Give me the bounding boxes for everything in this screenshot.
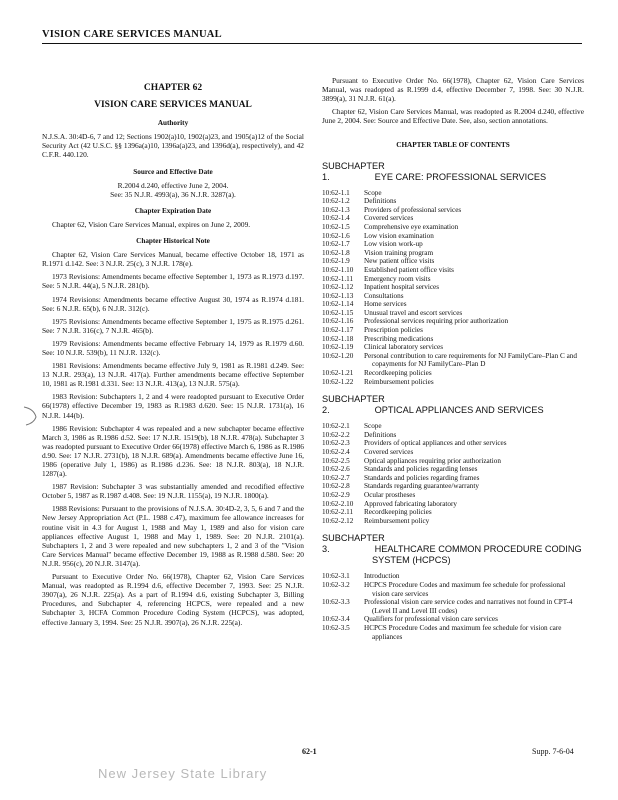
section-title: Approved fabricating laboratory — [364, 499, 458, 508]
supplement-date: Supp. 7-6-04 — [532, 747, 574, 756]
library-watermark: New Jersey State Library — [98, 766, 268, 781]
toc-entry — [322, 249, 584, 258]
source-heading: Source and Effective Date — [133, 167, 213, 176]
section-number: 10:62-1.6 — [322, 231, 350, 240]
toc-entry — [322, 343, 584, 352]
toc-entry — [322, 206, 584, 215]
toc-entry — [322, 232, 584, 241]
toc-title: CHAPTER TABLE OF CONTENTS — [396, 141, 510, 150]
section-title: Scope — [364, 188, 382, 197]
toc-entry — [322, 465, 584, 474]
page-number: 62-1 — [302, 747, 317, 756]
section-number: 10:62-1.14 — [322, 300, 354, 309]
section-number: 10:62-2.11 — [322, 508, 354, 517]
toc-entry — [322, 214, 584, 223]
section-number: 10:62-3.2 — [322, 580, 350, 589]
history-paragraph: 1979 Revisions: Amendments became effective February 14, 1979 as R.1979 d.60. See: 10 N.J.R. 539(b), 11 N.J.R. 132(c). — [42, 338, 304, 357]
toc-entry — [322, 378, 584, 387]
toc-entry — [322, 335, 584, 344]
section-title: Providers of professional services — [364, 205, 462, 214]
section-title: Low vision work-up — [364, 240, 423, 249]
subchapter-label: SUBCHAPTER 1. — [322, 160, 385, 182]
section-number: 10:62-1.3 — [322, 205, 350, 214]
section-title: Established patient office visits — [364, 265, 454, 274]
history-paragraph: 1986 Revision: Subchapter 4 was repealed and a new subchapter became effective March 3, 1986 as R.1986 d.52. See: 17 N.J.R. 1519(b), 18 N.J.R. 478(a). Subchapter 3 was readopted pursuant to Executive Order 66(1978) effective March 6, 1986 as R.1986 d.90. See: 17 N.J.R. 2731(b), 18 N.J.R. 689(a). Amendments became effective June 16, 1986 (operative July 1, 1986) as R.1986 d.236. See: 18 N.J.R. 803(a), 18 N.J.R. 1287(a). — [42, 423, 304, 479]
chapter-number: CHAPTER 62 — [143, 83, 203, 93]
toc-entry — [322, 482, 584, 491]
section-title: Prescription policies — [364, 326, 423, 335]
section-number: 10:62-3.3 — [322, 598, 350, 607]
expiration-text: Chapter 62, Vision Care Services Manual, expires on June 2, 2009. — [52, 219, 251, 229]
source-text-1: R.2004 d.240, effective June 2, 2004. — [117, 180, 229, 190]
section-title: Emergency room visits — [364, 274, 431, 283]
section-number: 10:62-1.21 — [322, 369, 354, 378]
subchapter-title: EYE CARE: PROFESSIONAL SERVICES — [374, 171, 547, 182]
toc-list — [322, 189, 584, 387]
toc-entry — [322, 309, 584, 318]
running-header: VISION CARE SERVICES MANUAL — [42, 29, 582, 44]
section-title: Qualifiers for professional vision care services — [364, 615, 498, 624]
toc-entry — [322, 300, 584, 309]
toc-entry — [322, 223, 584, 232]
toc-entry — [322, 369, 584, 378]
section-number: 10:62-2.8 — [322, 482, 350, 491]
section-title: Covered services — [364, 448, 414, 456]
toc-entry — [322, 266, 584, 275]
history-paragraph: 1981 Revisions: Amendments became effective July 9, 1981 as R.1981 d.249. See: 13 N.J.R. 293(a), 13 N.J.R. 417(a). Further amendments became effective September 10, 1981 as R.1981 d.331. See: 13 N.J.R. 413(a), 13 N.J.R. 575(a). — [42, 361, 304, 389]
section-title: Unusual travel and escort services — [364, 308, 463, 317]
section-number: 10:62-2.12 — [322, 516, 354, 525]
history-paragraph: 1988 Revisions: Pursuant to the provisions of N.J.S.A. 30:4D-2, 3, 5, 6 and 7 and the New Jersey Appropriation Act (P.L. 1988 c.47), maximum fee allowance increases for routine visit in 4.3 for August 1, 1988 and May 1, 1989 and also for vision care appliances effective August 1, 1988 and May 1, 1989. See: 20 N.J.R. 2101(a). Subchapters 1, 2 and 3 were repealed and new subchapters 1, 2 and 3 of the "Vision Care Services Manual" became effective December 19, 1988 as R.1988 d.580. See: 20 N.J.R. 956(c), 20 N.J.R. 3147(a). — [42, 504, 304, 568]
subchapter-block — [322, 394, 584, 525]
section-title: Ocular prostheses — [364, 490, 416, 499]
toc-entry — [322, 257, 584, 266]
section-number: 10:62-1.12 — [322, 283, 354, 292]
toc-entry — [322, 439, 584, 448]
section-title: Professional services requiring prior authorization — [364, 317, 509, 326]
section-title: Definitions — [364, 197, 397, 206]
section-title: Covered services — [364, 214, 414, 223]
history-paragraph: Pursuant to Executive Order No. 66(1978), Chapter 62, Vision Care Services Manual, was readopted as R.1994 d.6, effective December 7, 1993. See: 25 N.J.R. 3907(a), 26 N.J.R. 225(a). As a part of R.1994 d.6, existing Subchapter 3, Billing Procedures, and Subchapter 4, referencing HCPCS, were repealed and a new Subchapter 3, HCFA Common Procedure Coding System (HCPCS), was adopted, effective January 3, 1994. See: 25 N.J.R. 3907(a), 26 N.J.R. 225(a). — [42, 572, 304, 627]
margin-bracket-icon — [22, 405, 38, 427]
toc-entry — [322, 615, 584, 624]
toc-entry — [322, 517, 584, 526]
section-title: Vision training program — [364, 248, 434, 257]
section-title: HCPCS Procedure Codes and maximum fee schedule for vision care appliances — [364, 623, 562, 641]
section-number: 10:62-2.4 — [322, 448, 350, 456]
section-number: 10:62-1.11 — [322, 274, 354, 283]
section-number: 10:62-1.10 — [322, 265, 354, 274]
section-title: Standards and policies regarding lenses — [364, 465, 478, 474]
source-text-2: See: 35 N.J.R. 4993(a), 36 N.J.R. 3287(a). — [110, 189, 236, 199]
toc-entry — [322, 508, 584, 517]
subchapter-title: HEALTHCARE COMMON PROCEDURE CODING SYSTEM (HCPCS) — [372, 544, 582, 566]
toc-list — [322, 572, 584, 641]
toc-list — [322, 422, 584, 525]
section-number: 10:62-3.5 — [322, 623, 350, 632]
toc-entry — [322, 317, 584, 326]
table-of-contents — [322, 161, 584, 642]
section-number: 10:62-2.2 — [322, 430, 350, 439]
section-number: 10:62-2.1 — [322, 422, 350, 431]
section-number: 10:62-1.5 — [322, 222, 350, 231]
subchapter-title: OPTICAL APPLIANCES AND SERVICES — [374, 405, 544, 416]
history-paragraph: 1987 Revision: Subchapter 3 was substantially amended and recodified effective October 5, 1987 as R.1987 d.408. See: 19 N.J.R. 1155(a), 19 N.J.R. 1800(a). — [42, 482, 304, 501]
toc-entry — [322, 326, 584, 335]
history-paragraph: 1975 Revisions: Amendments became effective September 1, 1975 as R.1975 d.261. See: 7 N.J.R. 316(c), 7 N.J.R. 465(b). — [42, 316, 304, 335]
toc-entry — [322, 431, 584, 440]
toc-entry — [322, 448, 584, 457]
subchapter-label: SUBCHAPTER 3. — [322, 533, 385, 555]
toc-entry — [322, 422, 584, 431]
section-title: Inpatient hospital services — [364, 283, 440, 292]
section-number: 10:62-1.7 — [322, 240, 350, 249]
toc-entry — [322, 197, 584, 206]
section-title: Professional vision care service codes and narratives not found in CPT-4 (Level II and Level III codes) — [364, 598, 573, 615]
section-number: 10:62-1.20 — [322, 351, 354, 360]
section-title: HCPCS Procedure Codes and maximum fee schedule for professional vision care services — [364, 580, 566, 598]
history-heading: Chapter Historical Note — [136, 237, 210, 246]
toc-entry — [322, 275, 584, 284]
subchapter-block — [322, 533, 584, 641]
section-number: 10:62-1.17 — [322, 326, 354, 335]
section-number: 10:62-2.10 — [322, 499, 354, 508]
section-title: New patient office visits — [364, 257, 435, 266]
section-title: Consultations — [364, 291, 404, 300]
expiration-heading: Chapter Expiration Date — [134, 206, 212, 215]
toc-entry — [322, 491, 584, 500]
left-column — [42, 76, 304, 631]
right-column — [322, 76, 584, 641]
section-number: 10:62-1.9 — [322, 257, 350, 266]
section-number: 10:62-1.18 — [322, 334, 354, 343]
toc-entry — [322, 500, 584, 509]
toc-entry — [322, 189, 584, 198]
section-title: Reimbursement policies — [364, 377, 434, 386]
history-paragraph: 1974 Revisions: Amendments became effective August 30, 1974 as R.1974 d.181. See: 6 N.J.R. 65(b), 6 N.J.R. 312(c). — [42, 294, 304, 313]
subchapter-heading — [322, 394, 584, 416]
section-number: 10:62-1.22 — [322, 377, 354, 386]
toc-entry — [322, 352, 584, 369]
subchapter-label: SUBCHAPTER 2. — [322, 394, 385, 416]
section-title: Introduction — [364, 572, 400, 581]
authority-heading: Authority — [157, 119, 189, 128]
section-number: 10:62-3.4 — [322, 615, 350, 624]
toc-entry — [322, 457, 584, 466]
toc-entry — [322, 292, 584, 301]
subchapter-block — [322, 161, 584, 387]
section-title: Prescribing medications — [364, 334, 434, 343]
toc-entry — [322, 624, 584, 641]
section-number: 10:62-2.7 — [322, 473, 350, 482]
section-number: 10:62-1.4 — [322, 214, 350, 223]
toc-entry — [322, 598, 584, 615]
subchapter-heading — [322, 161, 584, 183]
subchapter-heading — [322, 533, 584, 566]
section-title: Home services — [364, 300, 407, 309]
section-number: 10:62-1.1 — [322, 188, 350, 197]
section-number: 10:62-1.19 — [322, 343, 354, 352]
section-number: 10:62-1.8 — [322, 248, 350, 257]
section-number: 10:62-1.2 — [322, 197, 350, 206]
section-title: Optical appliances requiring prior authorization — [364, 456, 501, 465]
section-number: 10:62-2.5 — [322, 456, 350, 465]
history-paragraph: 1973 Revisions: Amendments became effective September 1, 1973 as R.1973 d.197. See: 5 N.J.R. 44(a), 5 N.J.R. 281(b). — [42, 272, 304, 291]
section-title: Definitions — [364, 430, 397, 439]
section-title: Comprehensive eye examination — [364, 222, 459, 231]
chapter-title: VISION CARE SERVICES MANUAL — [94, 100, 252, 111]
toc-entry — [322, 474, 584, 483]
section-number: 10:62-2.3 — [322, 439, 350, 448]
section-number: 10:62-3.1 — [322, 572, 350, 581]
toc-entry — [322, 240, 584, 249]
section-title: Recordkeeping policies — [364, 369, 432, 378]
section-title: Scope — [364, 422, 382, 431]
readoption-note: Chapter 62, Vision Care Services Manual, was readopted as R.2004 d.240, effective June 2, 2004. See: Source and Effective Date. See, also, section annotations. — [322, 107, 584, 126]
toc-entry — [322, 572, 584, 581]
toc-entry — [322, 283, 584, 292]
section-title: Low vision examination — [364, 231, 434, 240]
section-number: 10:62-2.6 — [322, 465, 350, 474]
section-number: 10:62-1.16 — [322, 317, 354, 326]
readoption-note: Pursuant to Executive Order No. 66(1978), Chapter 62, Vision Care Services Manual, was readopted as R.1999 d.4, effective December 7, 1998. See: 30 N.J.R. 3899(a), 31 N.J.R. 61(a). — [322, 76, 584, 104]
section-title: Personal contribution to care requirements for NJ FamilyCare–Plan C and copayments for NJ FamilyCare–Plan D — [364, 351, 577, 369]
section-number: 10:62-1.13 — [322, 291, 354, 300]
section-title: Recordkeeping policies — [364, 508, 432, 517]
section-title: Standards regarding guarantee/warranty — [364, 482, 479, 491]
toc-entry — [322, 581, 584, 598]
authority-text: N.J.S.A. 30:4D-6, 7 and 12; Sections 1902(a)10, 1902(a)23, and 1905(a)12 of the Social Security Act (42 U.S.C. §§ 1396a(a)10, 1396a(a)23, and 1396d(a), respectively), and 42 C.F.R. 440.120. — [42, 132, 304, 160]
section-title: Standards and policies regarding frames — [364, 473, 480, 482]
section-title: Reimbursement policy — [364, 516, 430, 525]
section-title: Providers of optical appliances and other services — [364, 439, 507, 448]
section-number: 10:62-1.15 — [322, 308, 354, 317]
section-title: Clinical laboratory services — [364, 343, 444, 352]
section-number: 10:62-2.9 — [322, 490, 350, 499]
history-paragraph: Chapter 62, Vision Care Services Manual, became effective October 18, 1971 as R.1971 d.142. See: 3 N.J.R. 25(c), 3 N.J.R. 178(e). — [42, 250, 304, 269]
history-paragraph: 1983 Revision: Subchapters 1, 2 and 4 were readopted pursuant to Executive Order 66(1978) effective December 19, 1983 as R.1983 d.620. See: 15 N.J.R. 1731(a), 16 N.J.R. 144(b). — [42, 392, 304, 420]
